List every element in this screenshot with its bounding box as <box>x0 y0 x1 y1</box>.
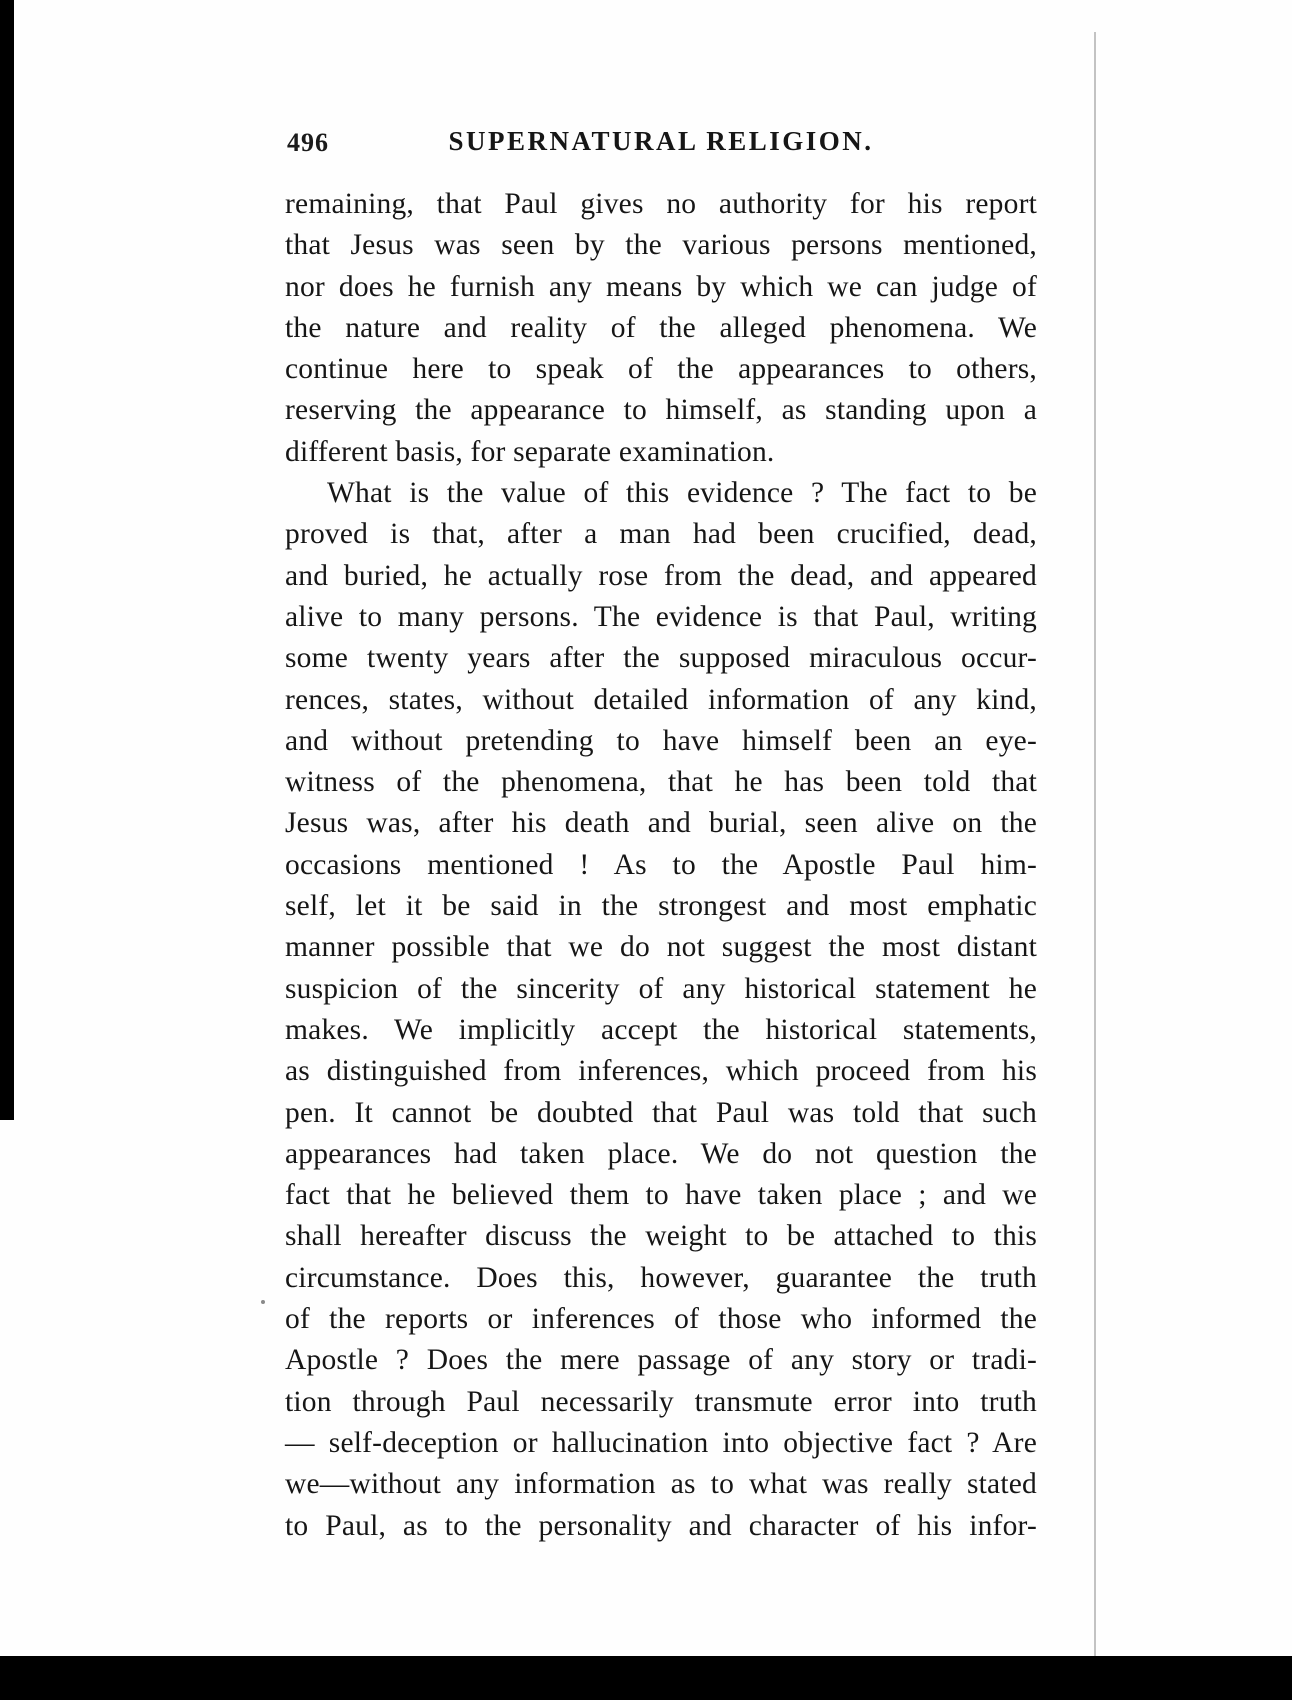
text-line: appearances had taken place. We do not question the <box>285 1137 1037 1170</box>
page-edge-line <box>1094 32 1096 1656</box>
text-line: suspicion of the sincerity of any historical statement he <box>285 972 1037 1005</box>
text-line: the nature and reality of the alleged phenomena. We <box>285 311 1037 344</box>
text-line: tion through Paul necessarily transmute error into truth <box>285 1385 1037 1418</box>
text-line: manner possible that we do not suggest the most distant <box>285 931 1037 964</box>
text-line: that Jesus was seen by the various persons mentioned, <box>285 229 1037 262</box>
text-line: nor does he furnish any means by which we can judge of <box>285 270 1037 303</box>
text-line: to Paul, as to the personality and character of his infor- <box>285 1509 1037 1542</box>
page-header <box>285 126 1037 162</box>
text-line: and buried, he actually rose from the dead, and appeared <box>285 559 1037 592</box>
text-line: alive to many persons. The evidence is that Paul, writing <box>285 600 1037 633</box>
body-text <box>285 184 1037 1547</box>
paragraph <box>285 184 1037 473</box>
text-line: occasions mentioned ! As to the Apostle Paul him- <box>285 848 1037 881</box>
text-line: fact that he believed them to have taken place ; and we <box>285 1179 1037 1212</box>
text-line: we—without any information as to what was really stated <box>285 1468 1037 1501</box>
text-line: continue here to speak of the appearances to others, <box>285 353 1037 386</box>
text-line: remaining, that Paul gives no authority for his report <box>285 188 1037 220</box>
text-line: pen. It cannot be doubted that Paul was told that such <box>285 1096 1037 1129</box>
text-line: different basis, for separate examination. <box>285 435 775 468</box>
text-line: What is the value of this evidence ? The fact to be <box>327 477 1037 510</box>
text-line: reserving the appearance to himself, as standing upon a <box>285 394 1037 427</box>
text-line: as distinguished from inferences, which proceed from his <box>285 1055 1037 1088</box>
running-title: SUPERNATURAL RELIGION. <box>448 126 874 156</box>
text-line: proved is that, after a man had been crucified, dead, <box>285 518 1037 551</box>
text-line: self, let it be said in the strongest and most emphatic <box>285 890 1037 923</box>
text-line: some twenty years after the supposed miraculous occur- <box>285 642 1037 675</box>
text-line: makes. We implicitly accept the historical statements, <box>285 1013 1037 1046</box>
scan-left-black-strip <box>0 0 14 1120</box>
text-line: circumstance. Does this, however, guarantee the truth <box>285 1261 1037 1294</box>
text-line: Jesus was, after his death and burial, seen alive on the <box>285 807 1037 840</box>
text-line: Apostle ? Does the mere passage of any story or tradi- <box>285 1344 1037 1377</box>
page-number: 496 <box>287 128 329 157</box>
text-line: and without pretending to have himself been an eye- <box>285 724 1037 757</box>
text-line: — self-deception or hallucination into objective fact ? Are <box>285 1426 1037 1459</box>
paragraph <box>285 473 1037 1547</box>
scan-bottom-black-bar <box>0 1656 1292 1700</box>
text-line: rences, states, without detailed information of any kind, <box>285 683 1037 716</box>
text-line: of the reports or inferences of those who informed the <box>285 1303 1037 1336</box>
text-line: shall hereafter discuss the weight to be attached to this <box>285 1220 1037 1253</box>
text-line: witness of the phenomena, that he has been told that <box>285 766 1037 799</box>
scan-speck <box>261 1300 265 1304</box>
